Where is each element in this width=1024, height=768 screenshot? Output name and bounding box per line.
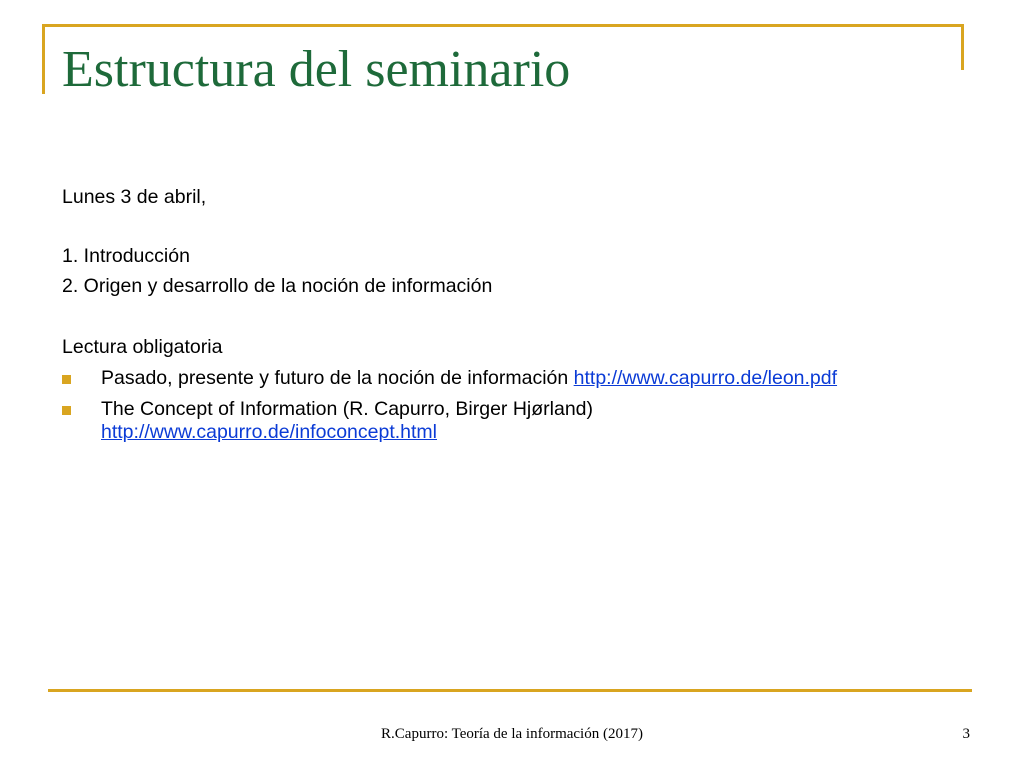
reading-item-1-content [101, 365, 837, 391]
date-line: Lunes 3 de abril, [62, 186, 207, 208]
reading-link-leon[interactable]: http://www.capurro.de/leon.pdf [573, 367, 838, 389]
footer-text: R.Capurro: Teoría de la información (2017) [381, 726, 643, 742]
agenda-item-2: 2. Origen y desarrollo de la noción de información [62, 275, 493, 297]
frame-left-rule [42, 24, 45, 94]
footer-rule [48, 689, 972, 692]
frame-top-rule [42, 24, 964, 27]
reading-heading: Lectura obligatoria [62, 336, 223, 358]
reading-item-2-link-line [101, 419, 437, 445]
reading-item-1-text: Pasado, presente y futuro de la noción de información [101, 367, 574, 389]
square-bullet-icon [62, 375, 71, 384]
slide-title: Estructura del seminario [62, 41, 571, 98]
reading-item-2-text: The Concept of Information (R. Capurro, Birger Hjørland) [101, 398, 594, 420]
agenda-item-1: 1. Introducción [62, 245, 190, 267]
frame-right-rule [961, 24, 964, 70]
page-number: 3 [962, 726, 970, 742]
square-bullet-icon [62, 406, 71, 415]
reading-link-infoconcept[interactable]: http://www.capurro.de/infoconcept.html [101, 421, 438, 443]
